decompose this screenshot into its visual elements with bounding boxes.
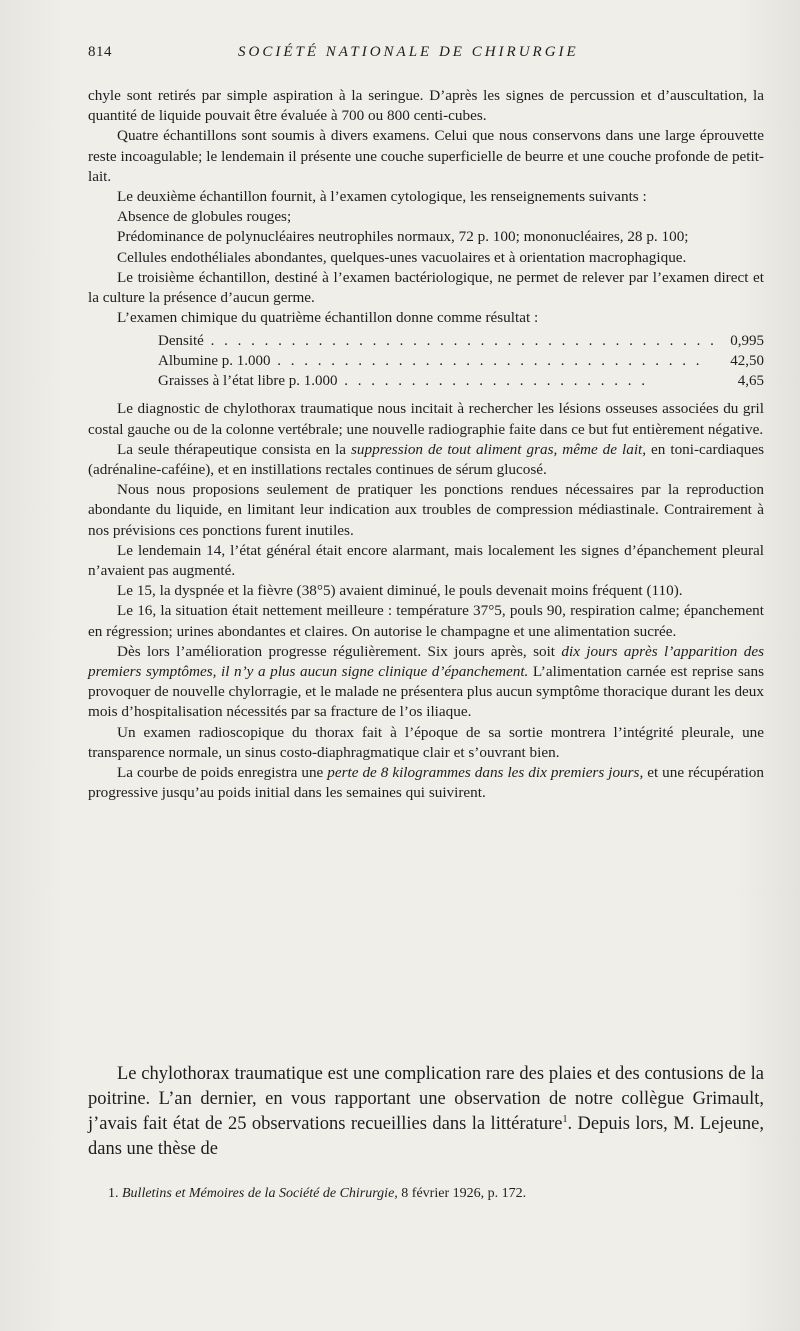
text-run: La seule thérapeutique consista en la (117, 440, 352, 458)
text-run: L’alimentation carnée est reprise sans provoquer de nouvelle chylorragie, et le malade ne présentera plus aucun symptôme thoracique durant les deux mois d’hospitalisation nécessités par sa fracture de l’os iliaque. (88, 663, 764, 721)
leader-dots: . . . . . . . . . . . . . . . . . . . . . . . . . . . . . . . . (270, 353, 703, 370)
table-row (158, 351, 764, 371)
italic-run: suppression de tout aliment gras, même de lait (351, 440, 643, 458)
text-run: , en toni-cardiaques (adrénaline-caféine), et en instillations rectales continues de sérum glucosé. (88, 440, 764, 479)
paragraph (88, 763, 764, 803)
result-label: Graisses à l’état libre p. 1.000 (158, 373, 338, 390)
running-title: SOCIÉTÉ NATIONALE DE CHIRURGIE (238, 44, 579, 60)
italic-run: dix jours après l’apparition des premiers symptômes, il n’y a plus aucun signe clinique d’épanchement. (88, 642, 764, 681)
list-item: Absence de globules rouges; (117, 208, 292, 226)
result-label: Densité (158, 333, 204, 350)
italic-run: perte de 8 kilogrammes dans les dix premiers jours (327, 764, 640, 782)
paragraph: Quatre échantillons sont soumis à divers examens. Celui que nous conservons dans une large éprouvette reste incoagulable; le lendemain il présente une couche superficielle de beurre et une couche profonde de petit-lait. (88, 127, 764, 185)
footnote-source: Bulletins et Mémoires de la Société de Chirurgie, (122, 1186, 398, 1201)
paragraph: Le lendemain 14, l’état général était encore alarmant, mais localement les signes d’épanchement pleural n’avaient pas augmenté. (88, 541, 764, 580)
paragraph: Le 16, la situation était nettement meilleure : température 37°5, pouls 90, respiration calme; épanchement en régression; urines abondantes et claires. On autorise le champagne et une alimentation sucrée. (88, 602, 764, 640)
text-run: Le chylothorax traumatique est une complication rare des plaies et des contusions de la poitrine. L’an dernier, en vous rapportant une observation de notre collègue Grimault, j’avais fait état de 25 observations recueillies dans la littérature (88, 1064, 764, 1134)
text-run: , et une récupération progressive jusqu’au poids initial dans les semaines qui suivirent. (88, 764, 764, 802)
main-text-large (88, 1062, 764, 1162)
text-run: . Depuis lors, M. Lejeune, dans une thèse de (88, 1114, 764, 1159)
paragraph: Le diagnostic de chylothorax traumatique nous incitait à rechercher les lésions osseuses associées du gril costal gauche ou de la colonne vertébrale; une nouvelle radiographie faite dans ce but fut entièrement négative. (88, 400, 764, 438)
paragraph: Le troisième échantillon, destiné à l’examen bactériologique, ne permet de relever par l’examen direct et la culture la présence d’aucun germe. (88, 268, 764, 307)
footnote-number: 1. (108, 1186, 119, 1201)
leader-dots: . . . . . . . . . . . . . . . . . . . . . . . . . . . . . . . . . . . . . . (203, 333, 717, 350)
paragraph: Un examen radioscopique du thorax fait à l’époque de sa sortie montrera l’intégrité pleurale, une transparence normale, un sinus costo-diaphragmatique clair et s’ouvrant bien. (88, 723, 764, 761)
paragraph (88, 440, 764, 480)
list-item: Prédominance de polynucléaires neutrophiles normaux, 72 p. 100; mononucléaires, 28 p. 100; (117, 228, 689, 246)
list-item: Cellules endothéliales abondantes, quelques-unes vacuolaires et à orientation macrophagique. (117, 248, 687, 266)
result-value: 4,65 (737, 373, 764, 390)
table-row (158, 331, 764, 351)
result-label: Albumine p. 1.000 (158, 353, 271, 370)
paragraph: Le deuxième échantillon fournit, à l’examen cytologique, les renseignements suivants : (117, 188, 647, 206)
footnote-marker: 1 (562, 1113, 568, 1125)
page-header (88, 44, 760, 66)
page-number: 814 (88, 44, 112, 60)
table-row (158, 371, 764, 391)
body-text (88, 86, 764, 804)
paragraph (88, 642, 764, 723)
paragraph: L’examen chimique du quatrième échantillon donne comme résultat : (117, 309, 539, 327)
chemical-results-table (158, 331, 764, 391)
footnote (108, 1185, 768, 1203)
paragraph: Le 15, la dyspnée et la fièvre (38°5) avaient diminué, le pouls devenait moins fréquent (110). (117, 582, 683, 600)
leader-dots: . . . . . . . . . . . . . . . . . . . . . . . (337, 373, 649, 390)
paragraph (88, 1062, 764, 1162)
text-run: Dès lors l’amélioration progresse régulièrement. Six jours après, soit (117, 642, 562, 660)
result-value: 42,50 (730, 353, 764, 370)
paragraph: chyle sont retirés par simple aspiration à la seringue. D’après les signes de percussion et d’auscultation, la quantité de liquide pouvait être évaluée à 700 ou 800 centi-cubes. (88, 87, 764, 125)
result-value: 0,995 (730, 333, 764, 350)
text-run: La courbe de poids enregistra une (117, 764, 328, 782)
footnote-date: 8 février 1926, p. 172. (397, 1186, 527, 1201)
paragraph: Nous nous proposions seulement de pratiquer les ponctions rendues nécessaires par la reproduction abondante du liquide, en limitant leur indication aux troubles de compression médiastinale. Contrairement à nos prévisions ces ponctions furent inutiles. (88, 481, 764, 539)
